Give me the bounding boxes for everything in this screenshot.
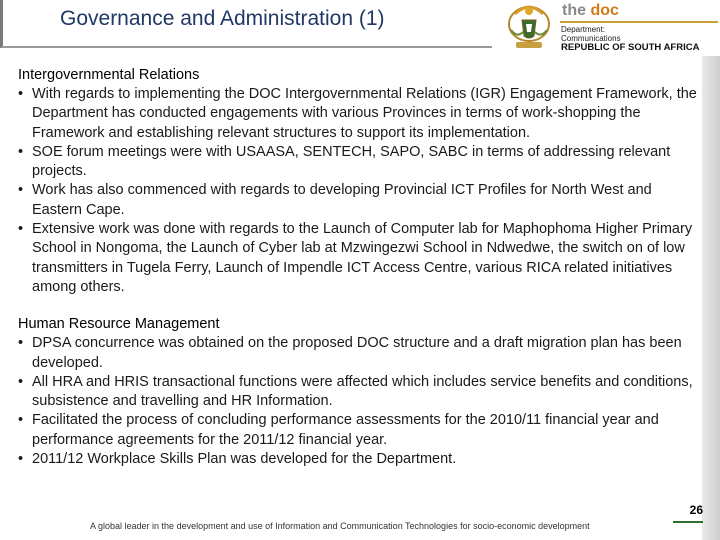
page-number: 26 [673,499,703,523]
bullet-icon: • [18,335,24,352]
bullet-text: DPSA concurrence was obtained on the proposed DOC structure and a draft migration plan has been developed. [32,335,682,371]
list-item [18,334,700,373]
slide-content [18,66,700,469]
dept-line-1: Department: [561,25,606,34]
section-heading-igr: Intergovernmental Relations [18,67,200,83]
list-item [18,411,700,450]
bullet-icon: • [18,412,24,429]
bullet-text: Facilitated the process of concluding performance assessments for the 2010/11 financial year and performance agreements for the 2011/12 financial year. [32,412,659,448]
bullet-icon: • [18,86,24,102]
bullet-icon: • [18,221,24,238]
bullet-list-hrm [18,334,700,469]
bullet-text: Work has also commenced with regards to developing Provincial ICT Profiles for North West and Eastern Cape. [32,182,652,218]
bullet-text: Extensive work was done with regards to the Launch of Computer lab for Maphophoma Higher Primary School in Nongoma, the Launch of Cyber lab at Mzwingezwi School in Ndwedwe, the switch on of low transmitters in Tugela Ferry, Launch of Impendle ICT Access Centre, various RICA related initiatives among others. [32,221,693,295]
bullet-text: All HRA and HRIS transactional functions were affected which includes service benefits and conditions, subsistence and travelling and HR Information. [32,373,693,410]
brand-prefix: the [562,2,591,19]
bullet-text: 2011/12 Workplace Skills Plan was developed for the Department. [32,451,457,468]
bullet-icon: • [18,143,24,160]
bullet-list-igr [18,85,700,297]
dept-line-3: REPUBLIC OF SOUTH AFRICA [561,42,700,53]
list-item [18,450,700,469]
list-item [18,85,700,143]
list-item [18,143,700,182]
section-heading-hrm: Human Resource Management [18,316,220,333]
bullet-icon: • [18,182,24,199]
brand-logo [562,2,619,20]
list-item [18,220,700,297]
footer-tagline: A global leader in the development and use of Information and Communication Technologies for socio-economic development [90,521,590,531]
department-label [561,25,699,52]
bullet-text: With regards to implementing the DOC Intergovernmental Relations (IGR) Engagement Framework, the Department has conducted engagements with various Provinces in terms of work-shopping the Framework and establishing relevant structures to support its implementation. [32,86,697,141]
bullet-icon: • [18,451,24,468]
brand-name: doc [590,2,619,19]
dept-line-2: Communications [561,34,621,43]
section-spacer [18,297,700,315]
bullet-icon: • [18,373,24,390]
list-item [18,181,700,220]
list-item [18,373,700,412]
page-title: Governance and Administration (1) [60,7,385,30]
coat-of-arms-icon [503,2,555,52]
brand-divider [560,21,718,23]
bullet-text: SOE forum meetings were with USAASA, SENTECH, SAPO, SABC in terms of addressing relevant projects. [32,143,671,180]
decorative-side-strip [702,56,720,540]
title-box [0,0,492,48]
